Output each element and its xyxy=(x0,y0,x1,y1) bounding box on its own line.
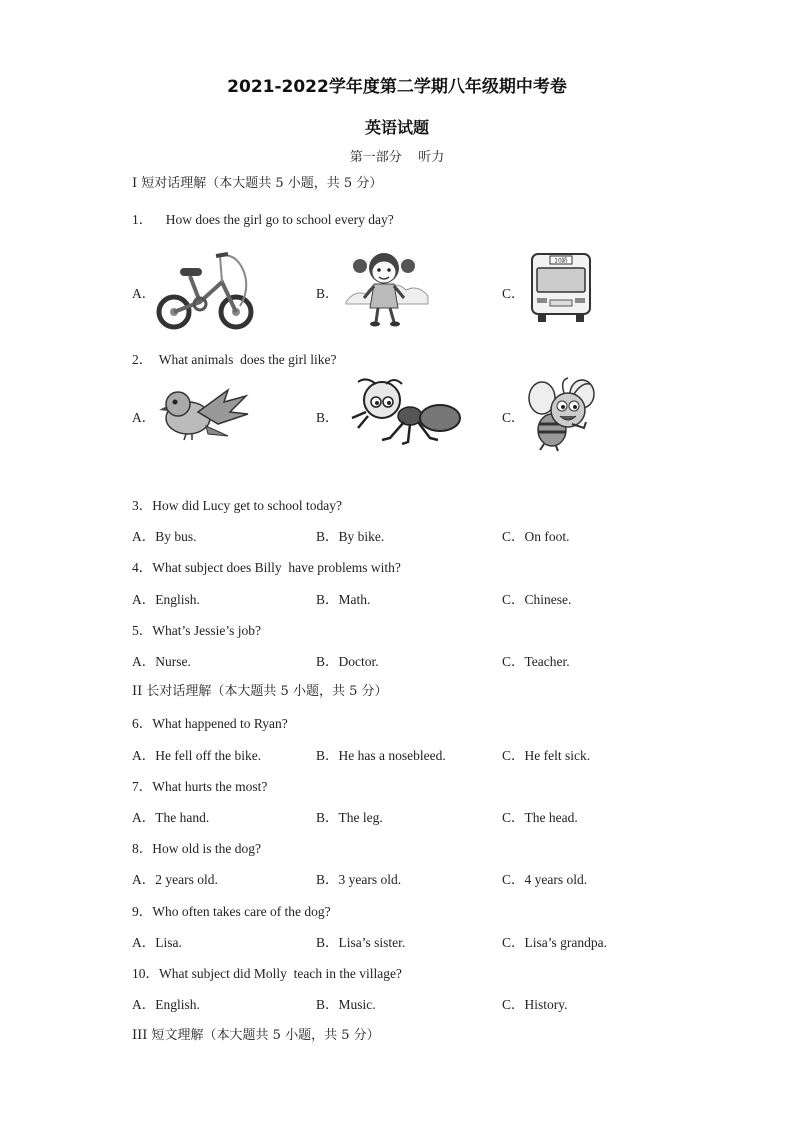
option-8a[interactable]: A．2 years old. xyxy=(132,872,218,887)
section-heading-2: II 长对话理解（本大题共 5 小题，共 5 分） xyxy=(132,684,388,699)
bird-icon xyxy=(158,384,250,444)
option-5a[interactable]: A．Nurse. xyxy=(132,654,191,669)
option-9c[interactable]: C．Lisa’s grandpa. xyxy=(502,935,607,950)
walking-girl-icon xyxy=(344,250,430,328)
option-8b[interactable]: B．3 years old. xyxy=(316,872,402,887)
option-3a[interactable]: A．By bus. xyxy=(132,529,197,544)
bicycle-icon xyxy=(156,246,256,332)
option-3b[interactable]: B．By bike. xyxy=(316,529,385,544)
question-7: 7．What hurts the most? xyxy=(132,779,268,794)
question-4: 4．What subject does Billy have problems with? xyxy=(132,560,401,575)
option-7c[interactable]: C．The head. xyxy=(502,810,578,825)
option-1c[interactable]: C． xyxy=(502,286,525,301)
option-1b[interactable]: B． xyxy=(316,286,339,301)
option-5b[interactable]: B．Doctor. xyxy=(316,654,379,669)
question-8: 8．How old is the dog? xyxy=(132,841,261,856)
option-4a[interactable]: A．English. xyxy=(132,592,200,607)
section-heading-1: I 短对话理解（本大题共 5 小题，共 5 分） xyxy=(132,176,383,191)
option-9a[interactable]: A．Lisa. xyxy=(132,935,182,950)
option-7a[interactable]: A．The hand. xyxy=(132,810,210,825)
question-6: 6．What happened to Ryan? xyxy=(132,716,288,731)
question-3: 3．How did Lucy get to school today? xyxy=(132,498,342,513)
part-title: 第一部分 听力 xyxy=(349,150,445,165)
option-3c[interactable]: C．On foot. xyxy=(502,529,570,544)
section-heading-3: III 短文理解（本大题共 5 小题，共 5 分） xyxy=(132,1028,380,1043)
option-4b[interactable]: B．Math. xyxy=(316,592,371,607)
subject-title: 英语试题 xyxy=(364,118,429,137)
option-10c[interactable]: C．History. xyxy=(502,997,568,1012)
option-8c[interactable]: C．4 years old. xyxy=(502,872,588,887)
question-10: 10．What subject did Molly teach in the village? xyxy=(132,966,402,981)
option-6a[interactable]: A．He fell off the bike. xyxy=(132,748,262,763)
option-7b[interactable]: B．The leg. xyxy=(316,810,383,825)
option-2a[interactable]: A． xyxy=(132,410,156,425)
bus-icon xyxy=(528,250,594,324)
question-1: 1． How does the girl go to school every day? xyxy=(132,212,394,227)
option-10b[interactable]: B．Music. xyxy=(316,997,376,1012)
option-6c[interactable]: C．He felt sick. xyxy=(502,748,591,763)
option-5c[interactable]: C．Teacher. xyxy=(502,654,570,669)
bee-icon xyxy=(526,376,600,452)
option-10a[interactable]: A．English. xyxy=(132,997,200,1012)
exam-title: 2021-2022学年度第二学期八年级期中考卷 xyxy=(227,77,567,97)
question-5: 5．What’s Jessie’s job? xyxy=(132,623,261,638)
option-2b[interactable]: B． xyxy=(316,410,339,425)
bus-route-sign: 10路 xyxy=(554,257,568,265)
question-9: 9．Who often takes care of the dog? xyxy=(132,904,331,919)
option-6b[interactable]: B．He has a nosebleed. xyxy=(316,748,446,763)
option-1a[interactable]: A． xyxy=(132,286,156,301)
option-9b[interactable]: B．Lisa’s sister. xyxy=(316,935,406,950)
option-4c[interactable]: C．Chinese. xyxy=(502,592,572,607)
ant-icon xyxy=(346,378,466,448)
question-2: 2． What animals does the girl like? xyxy=(132,352,337,367)
option-2c[interactable]: C． xyxy=(502,410,525,425)
